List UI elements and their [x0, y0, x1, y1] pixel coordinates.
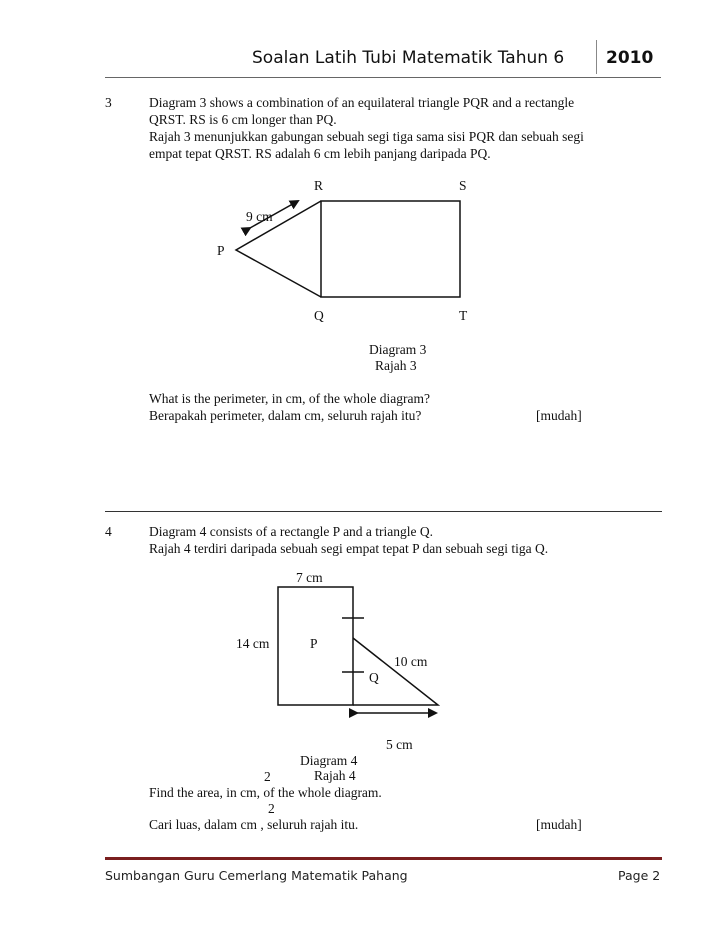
- diagram-4-caption-ms: Rajah 4: [314, 768, 356, 783]
- q4-level: [mudah]: [536, 817, 582, 832]
- label-10cm: 10 cm: [394, 654, 428, 669]
- label-s: S: [459, 178, 467, 193]
- header-year: 2010: [606, 48, 654, 68]
- footer-page-number: Page 2: [618, 868, 661, 883]
- q3-text-line-2: QRST. RS is 6 cm longer than PQ.: [149, 112, 337, 127]
- label-r: R: [314, 178, 324, 193]
- triangle-q: [353, 638, 438, 705]
- label-p: P: [217, 243, 225, 258]
- q4-text-line-2: Rajah 4 terdiri daripada sebuah segi empat tepat P dan sebuah segi tiga Q.: [149, 541, 549, 556]
- question-separator: [105, 511, 662, 512]
- q3-question-ms: Berapakah perimeter, dalam cm, seluruh rajah itu?: [149, 408, 422, 423]
- q3-text-line-1: Diagram 3 shows a combination of an equilateral triangle PQR and a rectangle: [149, 95, 575, 110]
- diagram-3-caption-ms: Rajah 3: [375, 358, 417, 373]
- q4-number: 4: [105, 524, 112, 539]
- superscript-2-lower: 2: [268, 801, 275, 816]
- label-q: Q: [314, 308, 324, 323]
- label-rect-p: P: [310, 636, 318, 651]
- label-9cm: 9 cm: [246, 209, 273, 224]
- footer-left: Sumbangan Guru Cemerlang Matematik Pahang: [105, 868, 408, 883]
- label-tri-q: Q: [369, 670, 379, 685]
- superscript-2-upper: 2: [264, 769, 271, 784]
- q4-question-ms: Cari luas, dalam cm , seluruh rajah itu.: [149, 817, 359, 832]
- label-7cm: 7 cm: [296, 570, 323, 585]
- q3-number: 3: [105, 95, 112, 110]
- header-title: Soalan Latih Tubi Matematik Tahun 6: [252, 48, 565, 68]
- q4-text-line-1: Diagram 4 consists of a rectangle P and a triangle Q.: [149, 524, 434, 539]
- label-5cm: 5 cm: [386, 737, 413, 752]
- rectangle-qrst: [321, 201, 460, 297]
- q3-text-line-3: Rajah 3 menunjukkan gabungan sebuah segi tiga sama sisi PQR dan sebuah segi: [149, 129, 584, 144]
- diagram-4-caption-en: Diagram 4: [300, 753, 358, 768]
- q4-question-en: Find the area, in cm, of the whole diagram.: [149, 785, 382, 800]
- q3-text-line-4: empat tepat QRST. RS adalah 6 cm lebih panjang daripada PQ.: [149, 146, 491, 161]
- footer-rule: [105, 857, 662, 860]
- diagram-3-caption-en: Diagram 3: [369, 342, 427, 357]
- q3-question-en: What is the perimeter, in cm, of the whole diagram?: [149, 391, 430, 406]
- label-t: T: [459, 308, 468, 323]
- label-14cm: 14 cm: [236, 636, 270, 651]
- q3-level: [mudah]: [536, 408, 582, 423]
